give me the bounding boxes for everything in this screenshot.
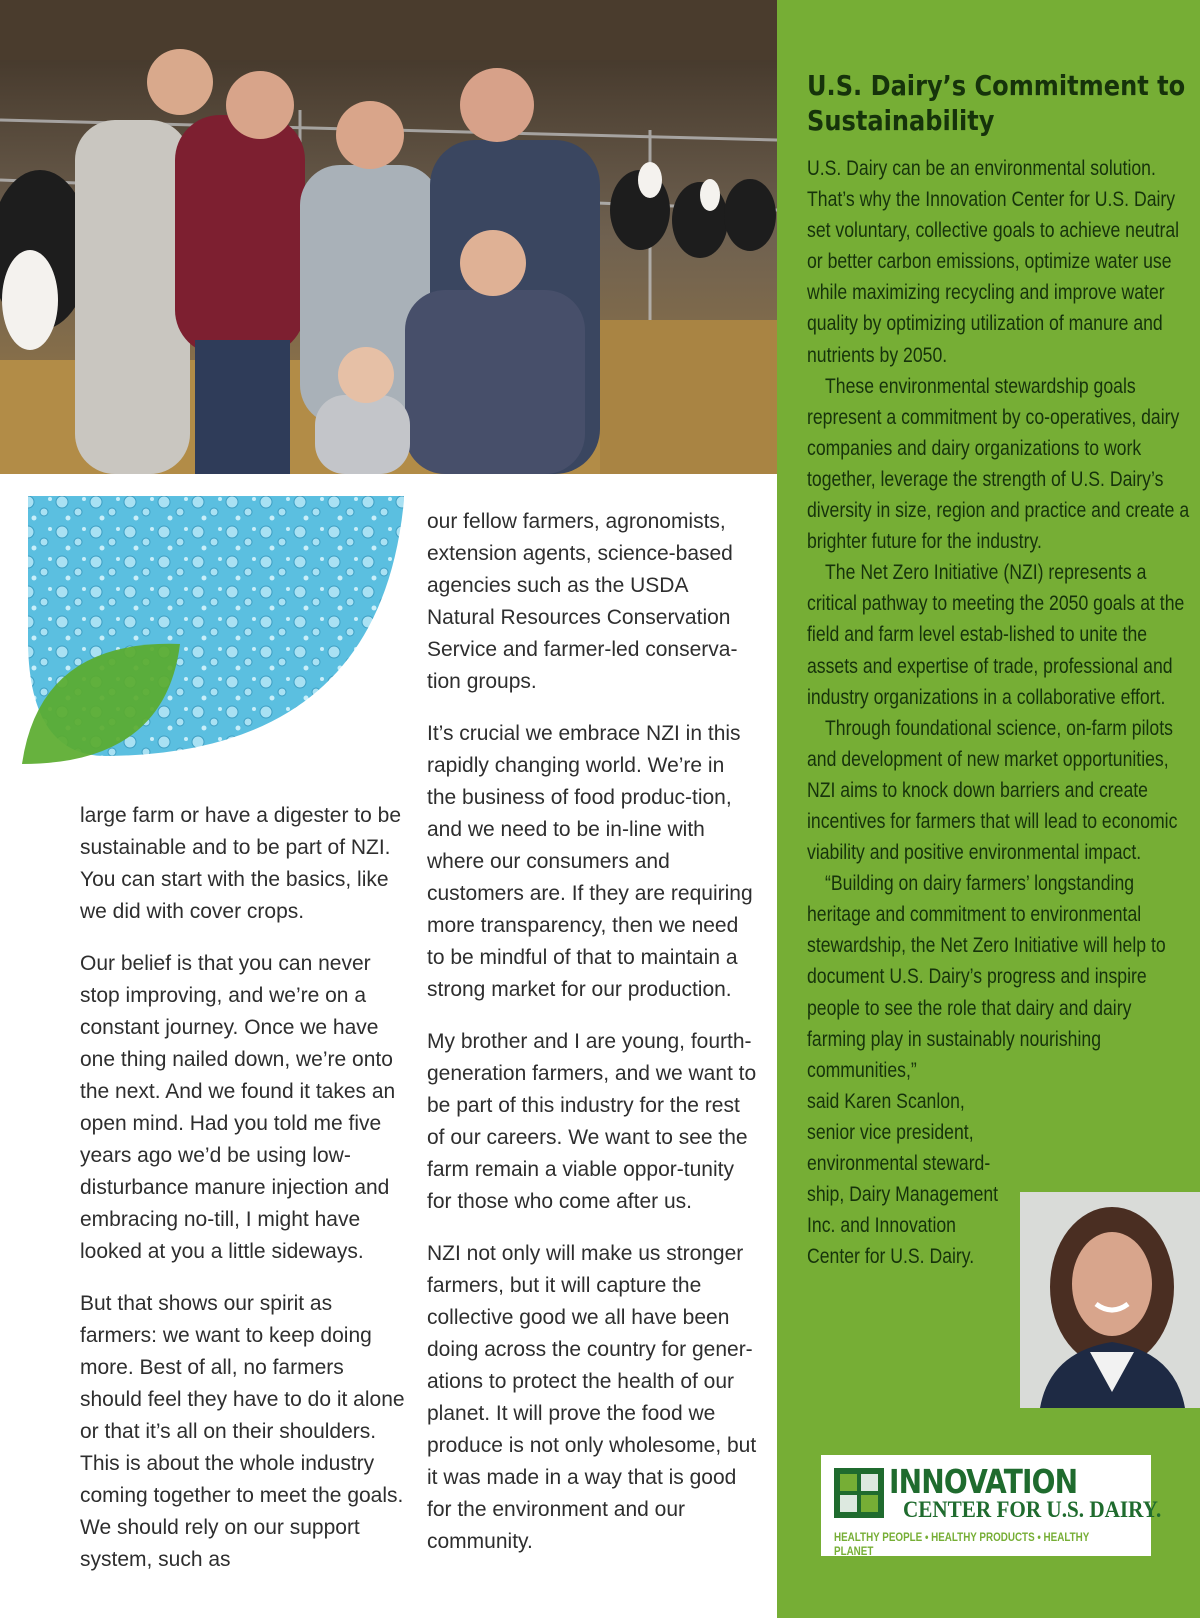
sidebar-paragraph: These environmental stewardship goals represent a commitment by co-operatives, dairy companies and dairy organizations to work together, leverage the strength of U.S. Dairy’s diversity in size, region and practice and create a brighter future for the industry. (807, 373, 1190, 554)
headshot-graphic (1020, 1192, 1200, 1408)
article-paragraph: large farm or have a digester to be sustainable and to be part of NZI. You can start with the basics, like we did with cover crops. (80, 804, 402, 923)
sidebar-body (807, 153, 1192, 1272)
article-paragraph: our fellow farmers, agronomists, extension agents, science-based agencies such as the USDA Natural Resources Conservation Service and farmer-led conserva-tion groups. (427, 510, 738, 693)
sidebar-paragraph: The Net Zero Initiative (NZI) represents a critical pathway to meeting the 2050 goals at the field and farm level estab-lished to unite the assets and expertise of trade, professional and industry organizations in a collaborative effort. (807, 560, 1185, 709)
article-paragraph: But that shows our spirit as farmers: we want to keep doing more. Best of all, no farmers should feel they have to do it alone or that it’s all on their shoulders. This is about the whole industry coming together to meet the goals. We should rely on our support system, such as (80, 1292, 405, 1571)
water-drop-leaf-graphic (20, 494, 406, 764)
article-paragraph: It’s crucial we embrace NZI in this rapidly changing world. We’re in the business of food produc-tion, and we need to be in-line with where our consumers and customers are. If they are requiring more transparency, then we need to be mindful of that to maintain a strong market for our production. (427, 722, 753, 1001)
karen-scanlon-headshot (1020, 1192, 1200, 1408)
article-paragraph: NZI not only will make us stronger farmers, but it will capture the collective good we all have been doing across the country for gener-ations to protect the health of our planet. It will prove the food we produce is not only wholesome, but it was made in a way that is good for the environment and our community. (427, 1242, 757, 1553)
sustainability-sidebar (777, 0, 1200, 1618)
family-farm-photo (0, 0, 777, 474)
sidebar-paragraph: Through foundational science, on-farm pilots and development of new market opportunities, NZI aims to knock down barriers and create incentives for farmers that will lead to economic viability and positive environmental impact. (807, 715, 1178, 865)
article-paragraph: My brother and I are young, fourth-generation farmers, and we want to be part of this industry for the rest of our careers. We want to see the farm remain a viable oppor-tunity for those who come after us. (427, 1030, 757, 1213)
article-column-1 (80, 800, 410, 1596)
innovation-center-logo-mark (834, 1468, 884, 1518)
attribution-text: said Karen Scanlon, senior vice president, environmental steward-ship, Dairy Management Inc. and Innovation Center for U.S. Dairy. (807, 1088, 999, 1269)
sidebar-title: U.S. Dairy’s Commitment to Sustainability (807, 69, 1186, 137)
family-farm-photo-graphic (0, 0, 777, 474)
article-column-2 (427, 506, 757, 1578)
logo-tagline: HEALTHY PEOPLE • HEALTHY PRODUCTS • HEALTHY PLANET (834, 1530, 1090, 1558)
article-paragraph: Our belief is that you can never stop improving, and we’re on a constant journey. Once we have one thing nailed down, we’re onto the next. And we found it takes an open mind. Had you told me five years ago we’d be using low-disturbance manure injection and embracing no-till, I might have looked at you a little sideways. (80, 952, 396, 1263)
innovation-center-logo (821, 1455, 1162, 1558)
sidebar-quote: “Building on dairy farmers’ longstanding heritage and commitment to environmental stewardship, the Net Zero Initiative will help to document U.S. Dairy’s progress and inspire people to see the role that dairy and dairy farming play in sustainably nourishing communities,” (807, 871, 1166, 1082)
logo-name: INNOVATION (889, 1462, 1078, 1501)
sidebar-paragraph: U.S. Dairy can be an environmental solution. That’s why the Innovation Center for U.S. Dairy set voluntary, collective goals to achieve neutral or better carbon emissions, optimize water use while maximizing recycling and improve water quality by optimizing utilization of manure and nutrients by 2050. (807, 156, 1180, 367)
logo-subtitle: CENTER FOR U.S. DAIRY. (903, 1497, 1162, 1522)
